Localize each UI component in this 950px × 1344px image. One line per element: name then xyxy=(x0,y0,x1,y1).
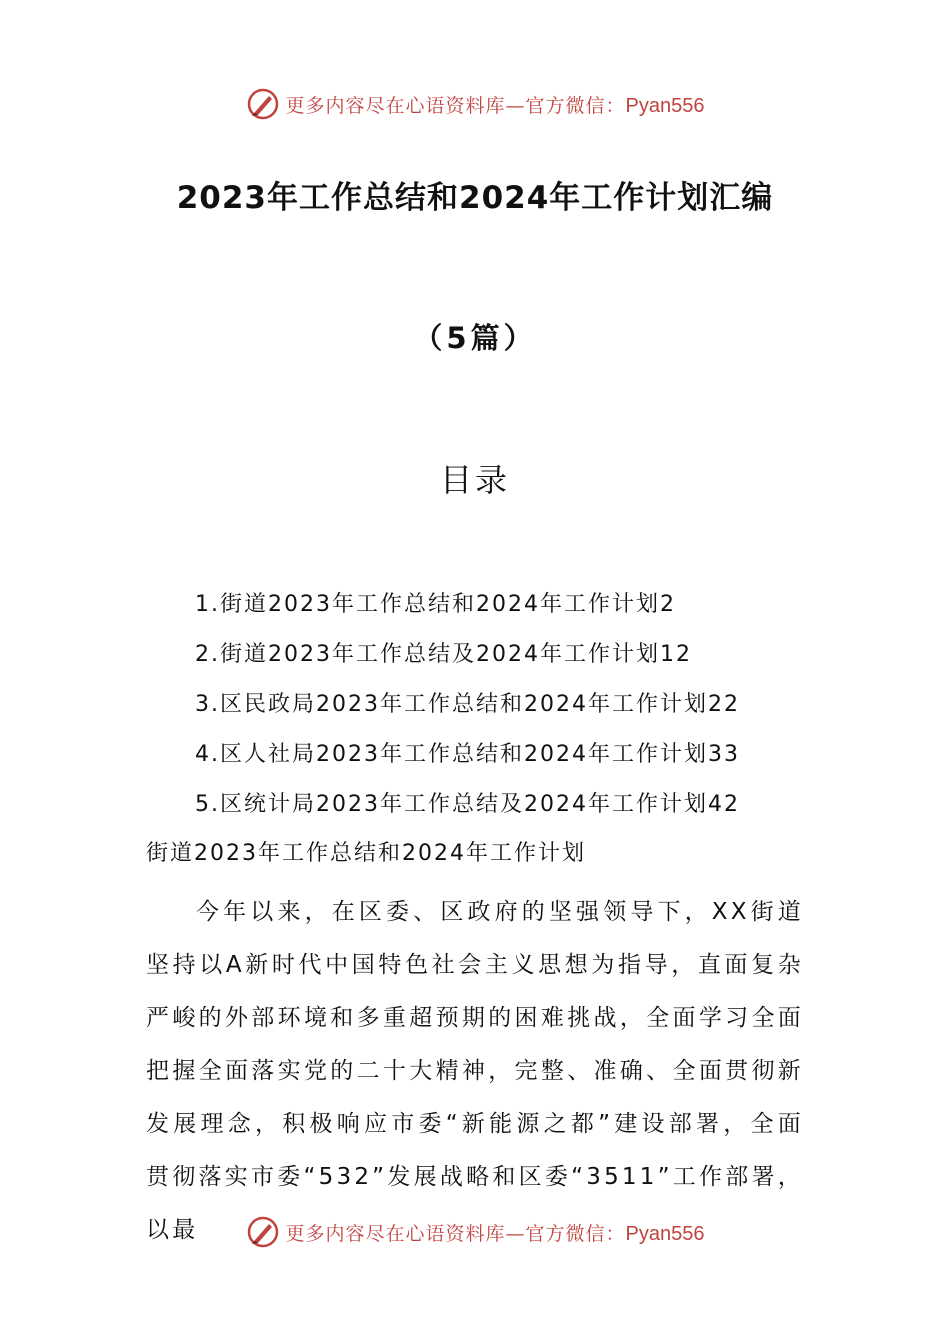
pen-logo-icon xyxy=(246,87,280,121)
section-heading: 街道2023年工作总结和2024年工作计划 xyxy=(146,841,586,866)
watermark-text: 更多内容尽在心语资料库—官方微信：Pyan556 xyxy=(285,1222,705,1245)
toc-item-1[interactable]: 1.街道2023年工作总结和2024年工作计划2 xyxy=(195,592,676,617)
toc-item-4[interactable]: 4.区人社局2023年工作总结和2024年工作计划33 xyxy=(195,742,740,767)
toc-item-3[interactable]: 3.区民政局2023年工作总结和2024年工作计划22 xyxy=(195,692,740,717)
header-watermark xyxy=(0,82,950,126)
document-subtitle: （5篇） xyxy=(413,321,537,355)
pen-logo-icon xyxy=(246,1215,280,1249)
watermark-text: 更多内容尽在心语资料库—官方微信：Pyan556 xyxy=(285,94,705,117)
toc-item-5[interactable]: 5.区统计局2023年工作总结及2024年工作计划42 xyxy=(195,792,740,817)
table-of-contents xyxy=(195,588,740,838)
footer-watermark xyxy=(0,1210,950,1254)
document-title: 2023年工作总结和2024年工作计划汇编 xyxy=(176,180,774,216)
toc-heading: 目录 xyxy=(439,461,510,499)
toc-item-2[interactable]: 2.街道2023年工作总结及2024年工作计划12 xyxy=(195,642,692,667)
body-paragraph: 今年以来，在区委、区政府的坚强领导下，XX街道坚持以A新时代中国特色社会主义思想为指导，直面复杂严峻的外部环境和多重超预期的困难挑战，全面学习全面把握全面落实党的二十大精神，完整、准确、全面贯彻新发展理念，积极响应市委“新能源之都”建设部署，全面贯彻落实市委“532”发展战略和区委“3511”工作部署，以最 xyxy=(146,899,804,1243)
